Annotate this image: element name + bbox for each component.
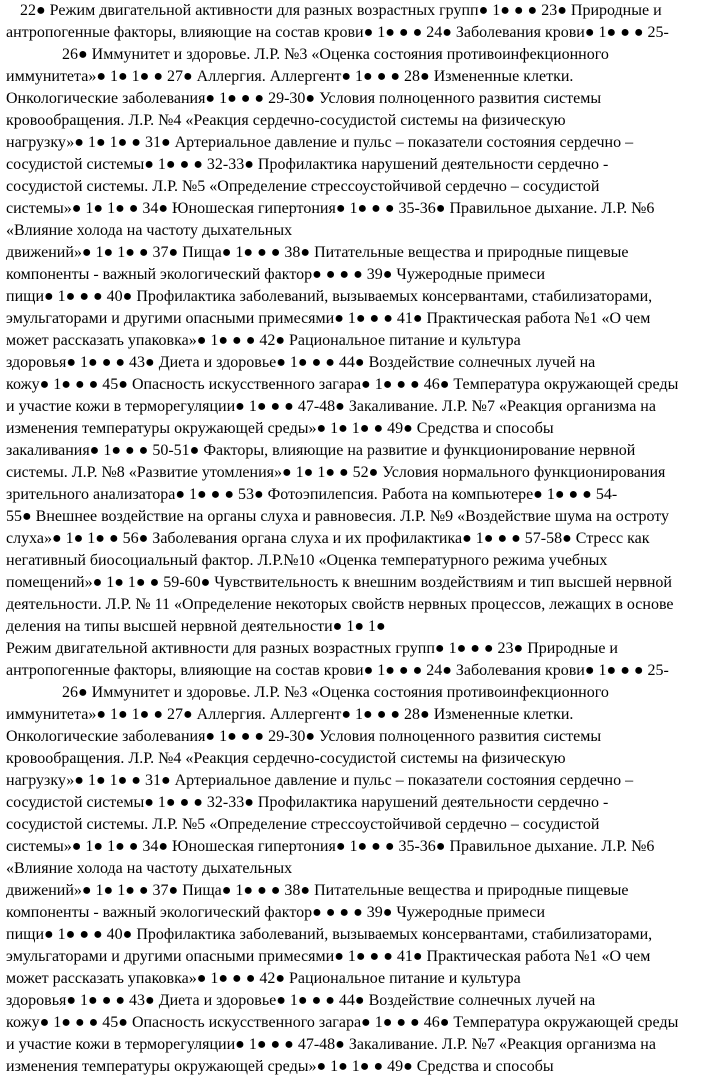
text-line: 26● Иммунитет и здоровье. Л.Р. №3 «Оценка состояния противоинфекционного [62, 684, 609, 701]
text-line: компоненты - важный экологический фактор● ● ● ● 39● Чужеродные примеси [6, 266, 546, 283]
text-line: иммунитета»● 1● 1● ● 27● Аллергия. Аллергент● 1● ● ● 28● Измененные клетки. [6, 706, 574, 723]
text-line: и участие кожи в терморегуляции● 1● ● ● 47-48● Закаливание. Л.Р. №7 «Реакция организма на [6, 1036, 656, 1053]
text-line: кожу● 1● ● ● 45● Опасность искусственного загара● 1● ● ● 46● Температура окружающей среды [6, 376, 679, 393]
text-line: нагрузку»● 1● 1● ● 31● Артериальное давление и пульс – показатели состояния сердечно – [6, 772, 634, 789]
text-line: может рассказать упаковка»● 1● ● ● 42● Рациональное питание и культура [6, 970, 521, 987]
text-line: антропогенные факторы, влияющие на состав крови● 1● ● ● 24● Заболевания крови● 1● ● ● 25- [6, 662, 669, 679]
text-line: сосудистой системы. Л.Р. №5 «Определение стрессоустойчивой сердечно – сосудистой [6, 816, 600, 833]
text-line: здоровья● 1● ● ● 43● Диета и здоровье● 1● ● ● 44● Воздействие солнечных лучей на [6, 354, 596, 371]
text-line: кровообращения. Л.Р. №4 «Реакция сердечно-сосудистой системы на физическую [6, 112, 566, 129]
text-line: сосудистой системы● 1● ● ● 32-33● Профилактика нарушений деятельности сердечно - [6, 156, 609, 173]
text-line: закаливания● 1● ● ● 50-51● Факторы, влияющие на развитие и функционирование нервной [6, 442, 636, 459]
text-line: изменения температуры окружающей среды»● 1● 1● ● 49● Средства и способы [6, 420, 554, 437]
text-line: антропогенные факторы, влияющие на состав крови● 1● ● ● 24● Заболевания крови● 1● ● ● 25- [6, 24, 669, 41]
text-line: 22● Режим двигательной активности для разных возрастных групп● 1● ● ● 23● Природные и [20, 2, 662, 19]
text-line: системы»● 1● 1● ● 34● Юношеская гипертония● 1● ● ● 35-36● Правильное дыхание. Л.Р. №6 [6, 200, 655, 217]
text-line: компоненты - важный экологический фактор● ● ● ● 39● Чужеродные примеси [6, 904, 546, 921]
text-line: кожу● 1● ● ● 45● Опасность искусственного загара● 1● ● ● 46● Температура окружающей среды [6, 1014, 679, 1031]
text-line: изменения температуры окружающей среды»● 1● 1● ● 49● Средства и способы [6, 1058, 554, 1075]
text-line: иммунитета»● 1● 1● ● 27● Аллергия. Аллергент● 1● ● ● 28● Измененные клетки. [6, 68, 574, 85]
text-line: пищи● 1● ● ● 40● Профилактика заболеваний, вызываемых консервантами, стабилизаторами, [6, 288, 653, 305]
text-line: деления на типы высшей нервной деятельности● 1● 1● [6, 618, 386, 635]
text-line: движений»● 1● 1● ● 37● Пища● 1● ● ● 38● Питательные вещества и природные пищевые [6, 882, 629, 899]
text-line: деятельности. Л.Р. № 11 «Определение некоторых свойств нервных процессов, лежащих в основе [6, 596, 674, 613]
text-line: эмульгаторами и другими опасными примесями● 1● ● ● 41● Практическая работа №1 «О чем [6, 948, 651, 965]
text-line: кровообращения. Л.Р. №4 «Реакция сердечно-сосудистой системы на физическую [6, 750, 566, 767]
text-line: помещений»● 1● 1● ● 59-60● Чувствительность к внешним воздействиям и тип высшей нервной [6, 574, 672, 591]
text-line: движений»● 1● 1● ● 37● Пища● 1● ● ● 38● Питательные вещества и природные пищевые [6, 244, 629, 261]
text-line: Онкологические заболевания● 1● ● ● 29-30● Условия полноценного развития системы [6, 728, 602, 745]
text-line: сосудистой системы. Л.Р. №5 «Определение стрессоустойчивой сердечно – сосудистой [6, 178, 600, 195]
text-line: системы. Л.Р. №8 «Развитие утомления»● 1● 1● ● 52● Условия нормального функционирования [6, 464, 666, 481]
text-line: может рассказать упаковка»● 1● ● ● 42● Рациональное питание и культура [6, 332, 521, 349]
text-line: и участие кожи в терморегуляции● 1● ● ● 47-48● Закаливание. Л.Р. №7 «Реакция организма на [6, 398, 656, 415]
text-line: нагрузку»● 1● 1● ● 31● Артериальное давление и пульс – показатели состояния сердечно – [6, 134, 634, 151]
text-line: зрительного анализатора● 1● ● ● 53● Фотоэпилепсия. Работа на компьютере● 1● ● ● 54- [6, 486, 618, 503]
text-line: 26● Иммунитет и здоровье. Л.Р. №3 «Оценка состояния противоинфекционного [62, 46, 609, 63]
text-line: «Влияние холода на частоту дыхательных [6, 222, 293, 239]
text-line: эмульгаторами и другими опасными примесями● 1● ● ● 41● Практическая работа №1 «О чем [6, 310, 651, 327]
text-line: пищи● 1● ● ● 40● Профилактика заболеваний, вызываемых консервантами, стабилизаторами, [6, 926, 653, 943]
text-line: Онкологические заболевания● 1● ● ● 29-30● Условия полноценного развития системы [6, 90, 602, 107]
text-line: Режим двигательной активности для разных возрастных групп● 1● ● ● 23● Природные и [6, 640, 618, 657]
text-line: слуха»● 1● 1● ● 56● Заболевания органа слуха и их профилактика● 1● ● ● 57-58● Стресс как [6, 530, 650, 547]
text-line: 55● Внешнее воздействие на органы слуха и равновесия. Л.Р. №9 «Воздействие шума на остроту [6, 508, 670, 525]
text-line: «Влияние холода на частоту дыхательных [6, 860, 293, 877]
text-line: системы»● 1● 1● ● 34● Юношеская гипертония● 1● ● ● 35-36● Правильное дыхание. Л.Р. №6 [6, 838, 655, 855]
text-line: негативный биосоциальный фактор. Л.Р.№10 «Оценка температурного режима учебных [6, 552, 608, 569]
text-line: сосудистой системы● 1● ● ● 32-33● Профилактика нарушений деятельности сердечно - [6, 794, 609, 811]
text-line: здоровья● 1● ● ● 43● Диета и здоровье● 1● ● ● 44● Воздействие солнечных лучей на [6, 992, 596, 1009]
